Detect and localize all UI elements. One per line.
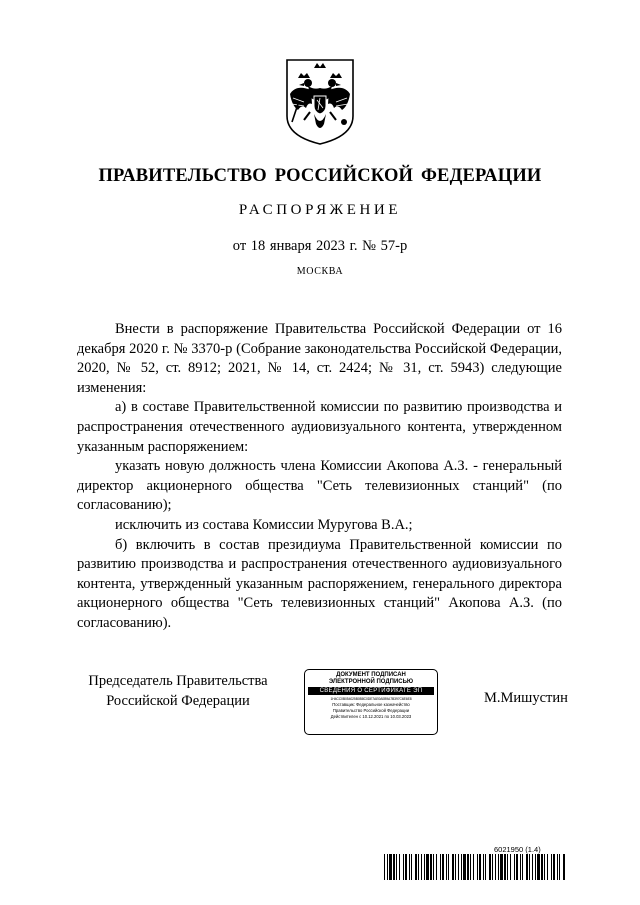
document-type: РАСПОРЯЖЕНИЕ [238,202,402,218]
coat-of-arms-icon [284,58,356,146]
barcode-icon [384,854,566,880]
signer-name: М.Мишустин [484,690,568,706]
signer-position-line1: Председатель Правительства [88,673,268,689]
government-title: ПРАВИТЕЛЬСТВО РОССИЙСКОЙ ФЕДЕРАЦИИ [98,166,542,186]
paragraph-item-a-exclude: исключить из состава Комиссии Муругова В.А.; [115,516,413,533]
document-date-number: от 18 января 2023 г. № 57-р [232,238,408,254]
stamp-serial: 1H4CC0B054025B0B8C0DE7AE0A0B9A7B397C6E6E8 [330,697,412,701]
stamp-line2: ЭЛЕКТРОННОЙ ПОДПИСЬЮ [328,679,414,685]
paragraph-item-b: б) включить в состав президиума Правительственной комиссии по развитию производства и распространения отечественного аудиовизуального контента, утвержденный указанным распоряжением, генерального директора акционерного общества "Сеть телевизионных станций" Акопова А.З. (по согласованию). [77,536,562,631]
stamp-certificate-header: СВЕДЕНИЯ О СЕРТИФИКАТЕ ЭП [308,687,434,695]
stamp-owner: Правительство Российской Федерации [332,708,410,713]
stamp-supplier: Поставщик: Федеральное казначейство [332,702,410,707]
electronic-signature-stamp [304,669,438,735]
document-body [77,320,562,634]
document-city: МОСКВА [296,266,344,277]
stamp-validity: Действителен с 10.12.2021 по 10.03.2023 [330,714,412,719]
barcode-number: 6021950 (1.4) [494,845,541,854]
paragraph-intro: Внести в распоряжение Правительства Российской Федерации от 16 декабря 2020 г. № 3370-р (Собрание законодательства Российской Федерации, 2020, № 52, ст. 8912; 2021, № 14, ст. 2424; № 31, ст. 5943) следующие изменения: [77,321,562,396]
signer-position-line2: Российской Федерации [106,693,250,709]
paragraph-item-a: а) в составе Правительственной комиссии по развитию производства и распространения отечественного аудиовизуального контента, утвержденном указанным распоряжением: [77,399,562,455]
signer-position [78,671,278,711]
stamp-line1: ДОКУМЕНТ ПОДПИСАН [336,672,406,678]
paragraph-item-a-change: указать новую должность члена Комиссии Акопова А.З. - генеральный директор акционерного общества "Сеть телевизионных станций" (по согласованию); [77,458,562,514]
